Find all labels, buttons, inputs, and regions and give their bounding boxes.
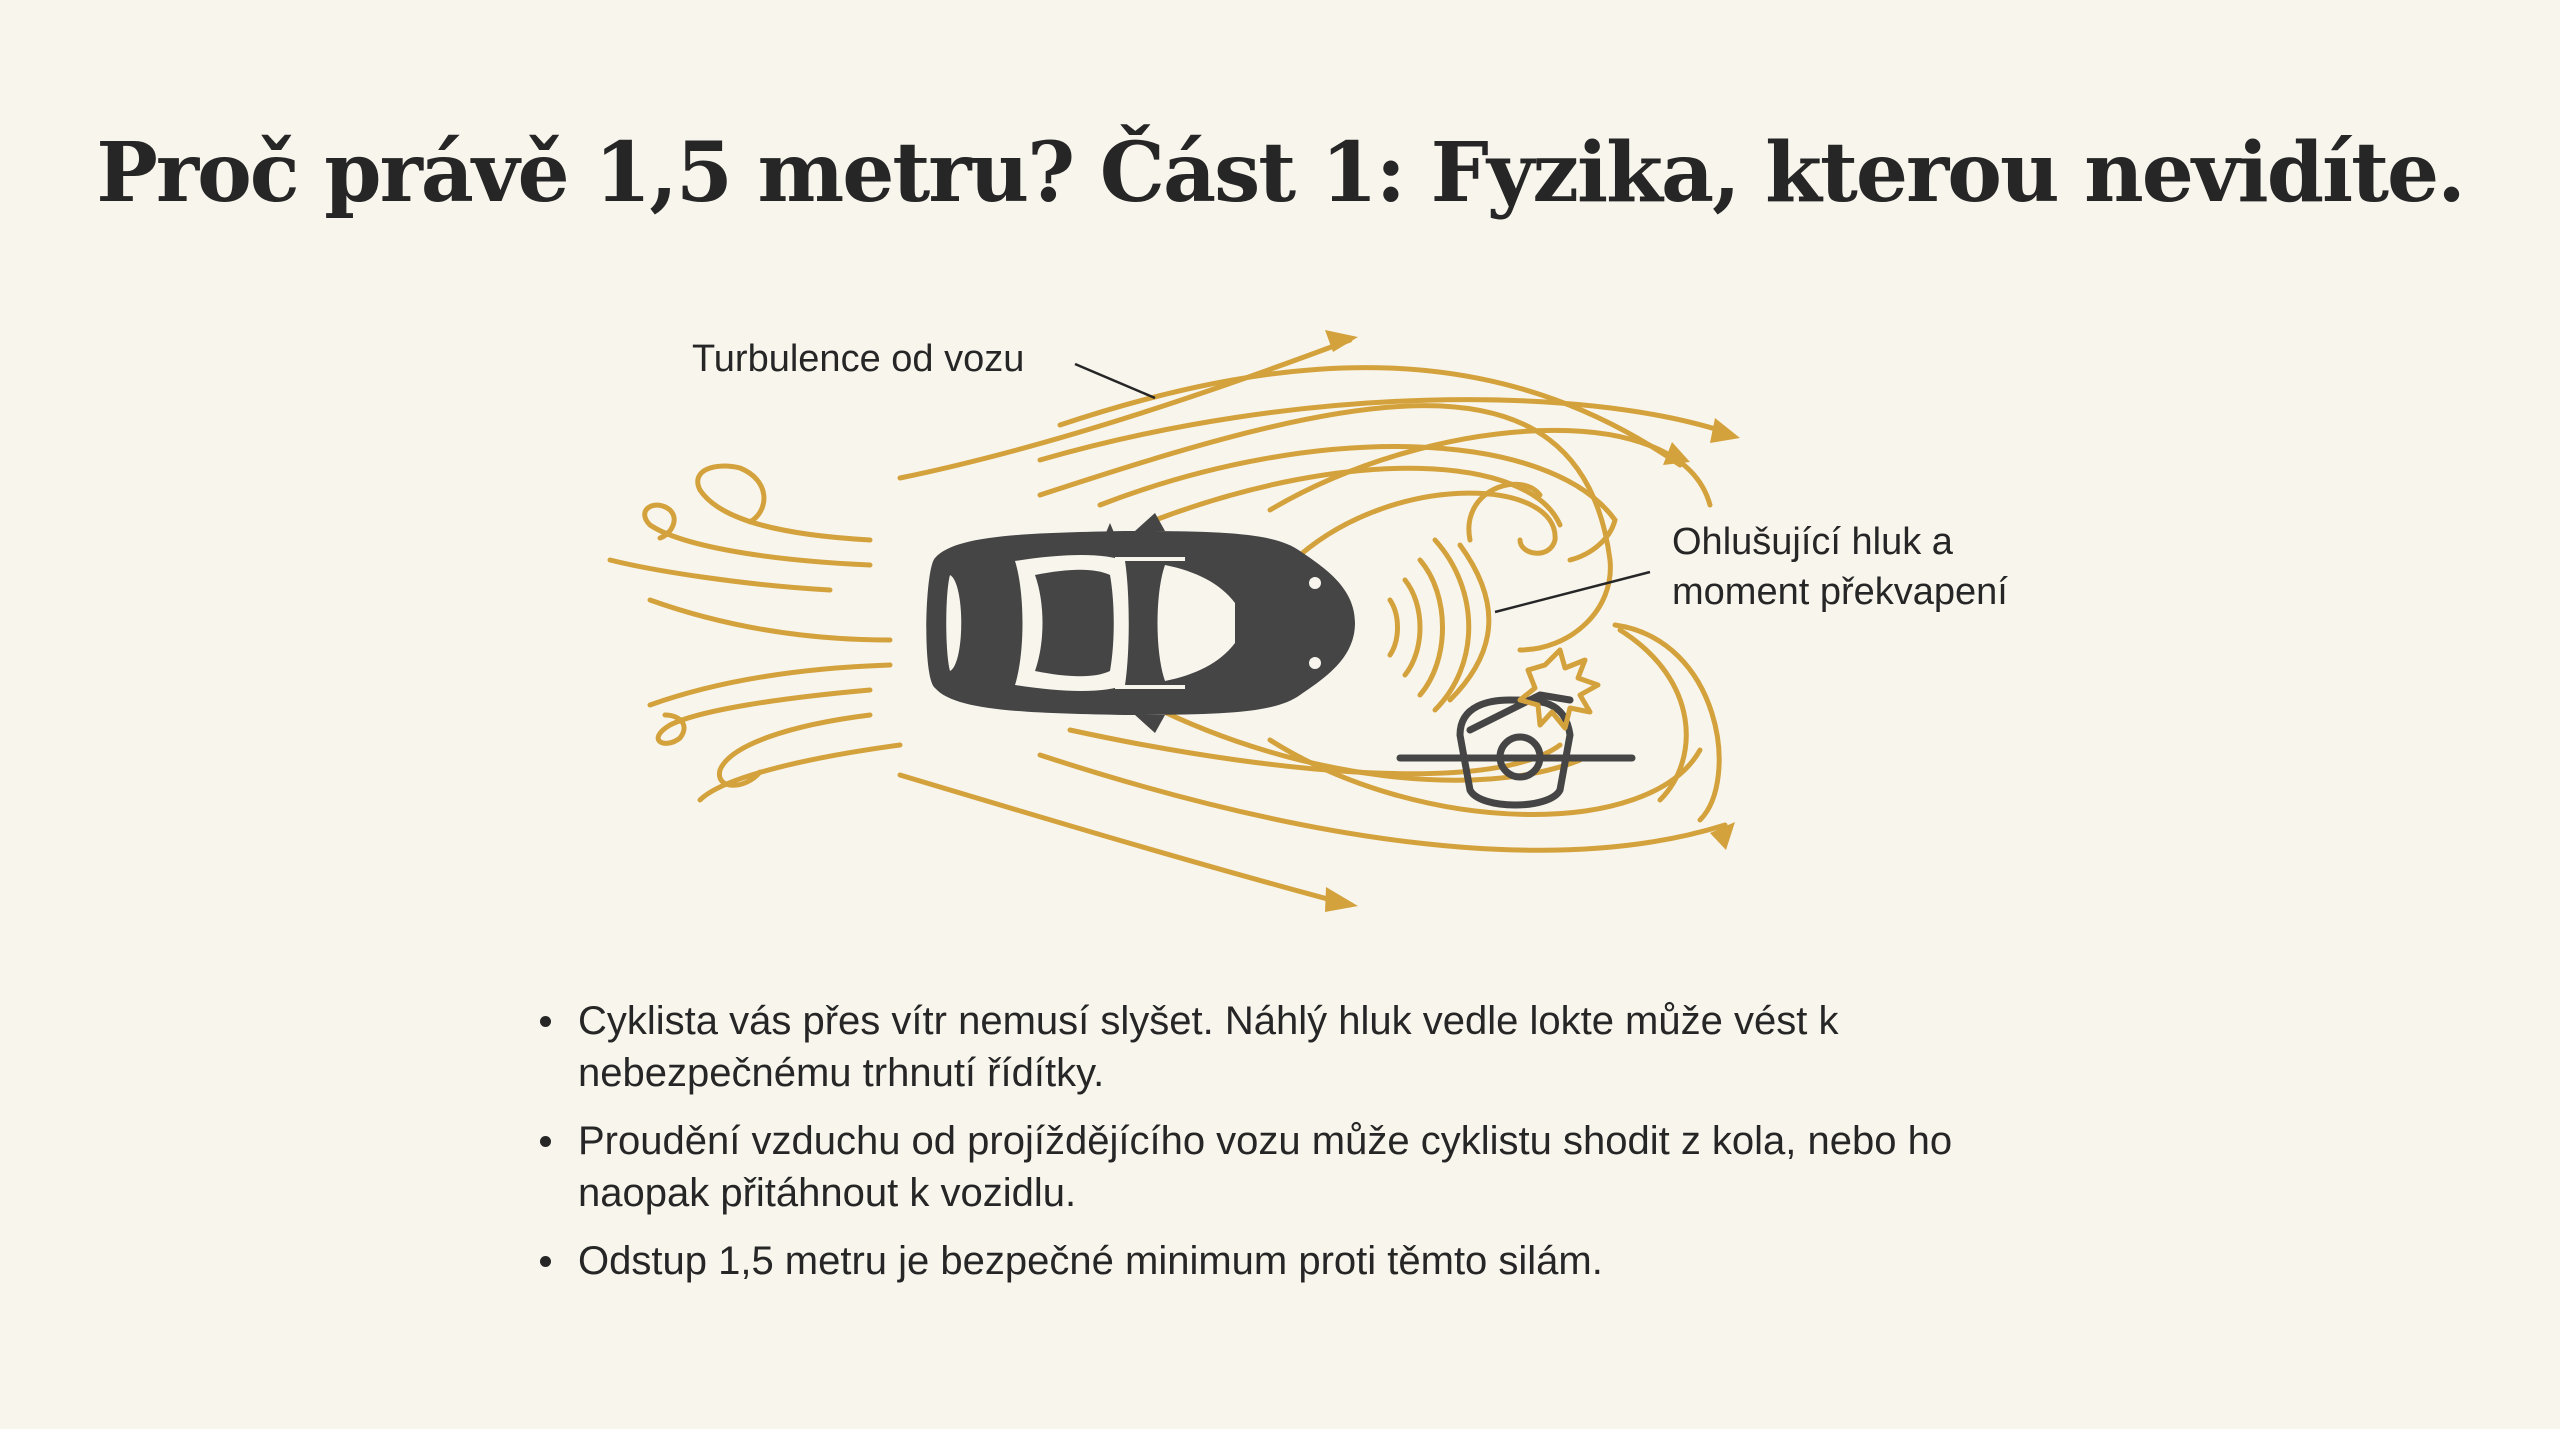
car-icon	[926, 513, 1355, 733]
bullet-item	[530, 1115, 2090, 1219]
bullet-list	[530, 995, 2090, 1303]
bullet-item	[530, 995, 2090, 1099]
impact-burst-icon	[1520, 650, 1598, 728]
bullet-dot	[540, 1136, 551, 1147]
noise-label-line1: Ohlušující hluk a	[1672, 521, 1953, 563]
bullet-dot	[540, 1256, 551, 1267]
bullet-text: Proudění vzduchu od projíždějícího vozu může cyklistu shodit z kola, nebo ho naopak přitáhnout k vozidlu.	[578, 1119, 1953, 1215]
bullet-text: Cyklista vás přes vítr nemusí slyšet. Náhlý hluk vedle lokte může vést k nebezpečnému trhnutí řídítky.	[578, 999, 1839, 1095]
bullet-item	[530, 1235, 2090, 1287]
bullet-dot	[540, 1016, 551, 1027]
page-title: Proč právě 1,5 metru? Část 1: Fyzika, kterou nevidíte.	[96, 125, 2464, 221]
turbulence-label: Turbulence od vozu	[692, 338, 1025, 380]
noise-label	[1672, 517, 2008, 617]
bullet-text: Odstup 1,5 metru je bezpečné minimum proti těmto silám.	[578, 1239, 1603, 1283]
noise-label-line2: moment překvapení	[1672, 571, 2008, 613]
sound-waves-icon	[1390, 540, 1489, 710]
